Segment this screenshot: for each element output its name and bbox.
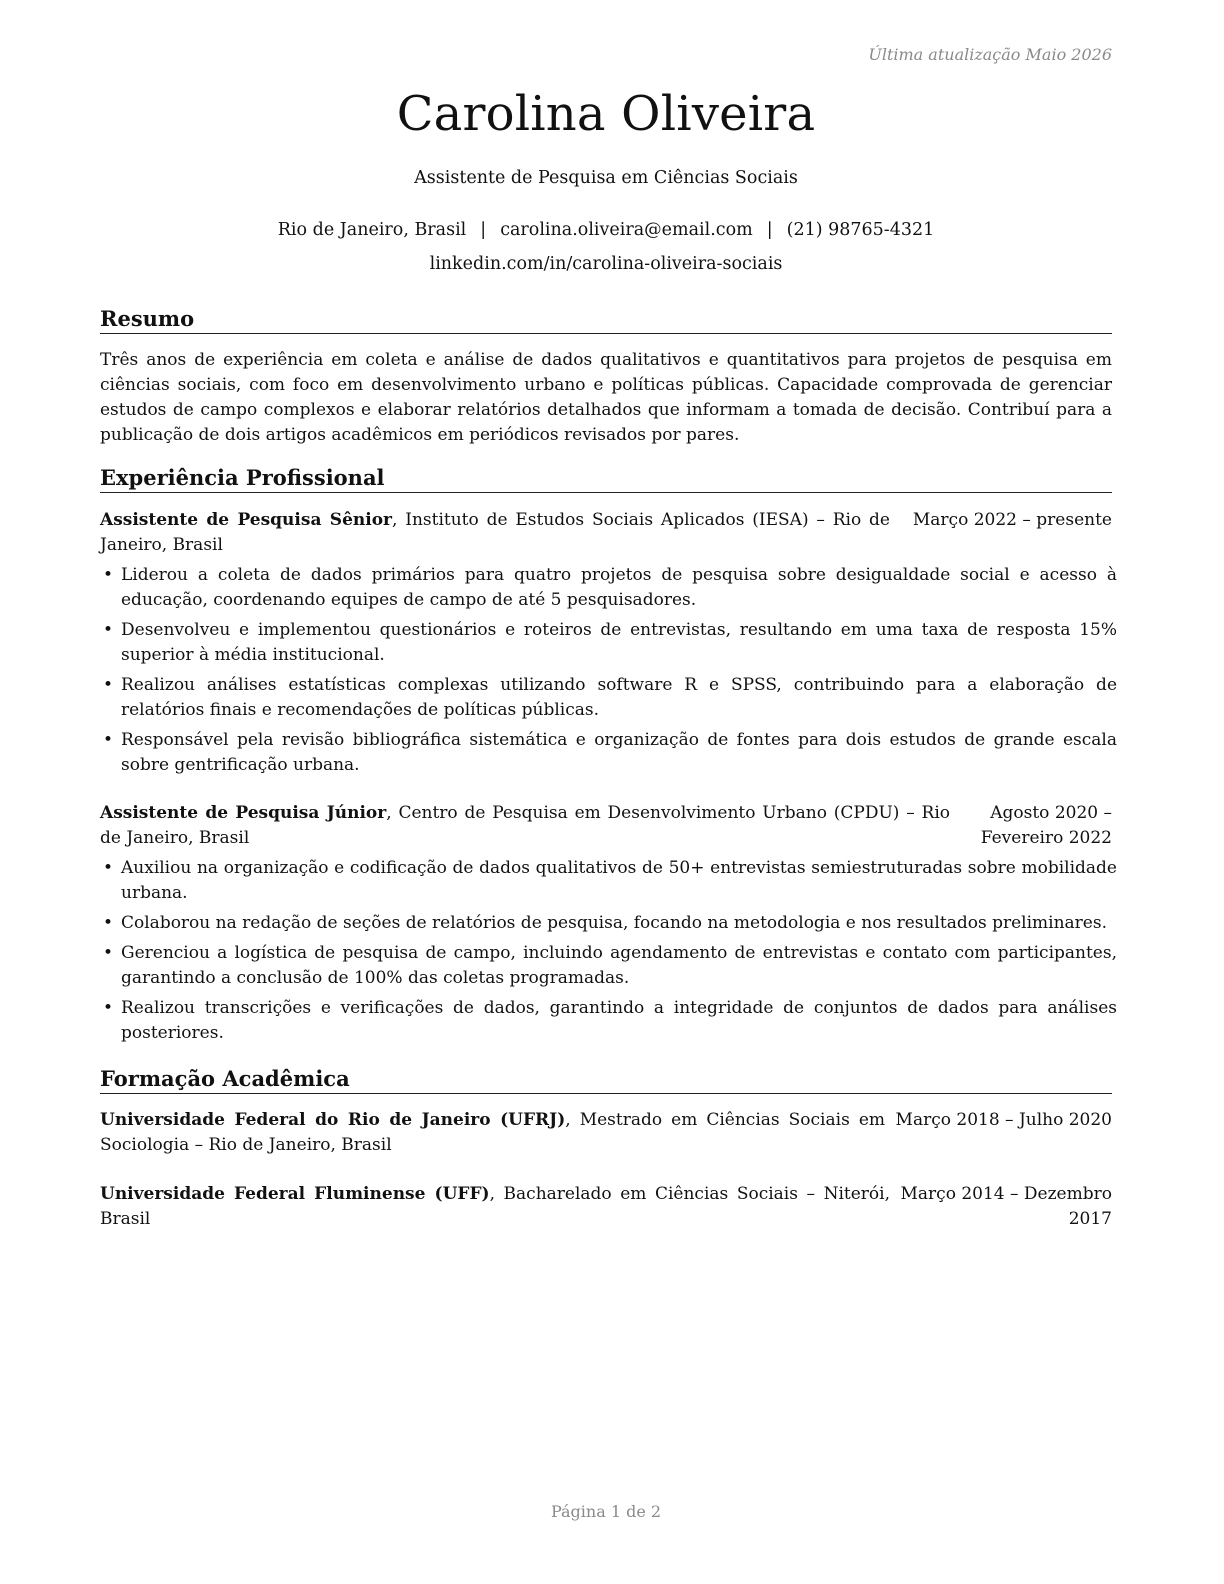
contact-location: Rio de Janeiro, Brasil xyxy=(277,220,467,240)
list-item-text: Liderou a coleta de dados primários para quatro projetos de pesquisa sobre desigualdade social e acesso à educação, coordenando equipes de campo de até 5 pesquisadores. xyxy=(121,565,1117,610)
contact-linkedin[interactable]: linkedin.com/in/carolina-oliveira-sociais xyxy=(429,254,783,274)
list-item-text: Realizou transcrições e verificações de dados, garantindo a integridade de conjuntos de dados para análises posteriores. xyxy=(121,998,1117,1043)
job-role: Assistente de Pesquisa Sênior xyxy=(100,510,393,530)
education-entry xyxy=(100,1108,1112,1158)
bullet-icon: • xyxy=(103,998,114,1018)
job-date: Março 2022 – presente xyxy=(912,510,1112,530)
list-item-text: Desenvolveu e implementou questionários e roteiros de entrevistas, resultando em uma taxa de resposta 15% superior à média institucional. xyxy=(121,620,1117,665)
list-item-text: Realizou análises estatísticas complexas utilizando software R e SPSS, contribuindo para a elaboração de relatórios finais e recomendações de políticas públicas. xyxy=(121,675,1117,720)
list-item xyxy=(100,728,1117,778)
list-item xyxy=(100,996,1117,1046)
education-description xyxy=(100,1108,885,1158)
section-title-experience: Experiência Profissional xyxy=(100,464,1112,493)
candidate-name: Carolina Oliveira xyxy=(396,86,816,142)
contact-email[interactable]: carolina.oliveira@email.com xyxy=(500,220,753,240)
job-header xyxy=(100,508,1112,558)
list-item-text: Gerenciou a logística de pesquisa de campo, incluindo agendamento de entrevistas e contato com participantes, garantindo a conclusão de 100% das coletas programadas. xyxy=(121,943,1117,988)
job-role: Assistente de Pesquisa Júnior xyxy=(100,803,387,823)
education-date: Março 2018 – Julho 2020 xyxy=(895,1110,1112,1130)
education-school: Universidade Federal do Rio de Janeiro (UFRJ) xyxy=(100,1110,566,1130)
job-organization: , Instituto de Estudos Sociais Aplicados (IESA) – Rio de Janeiro, Brasil xyxy=(100,510,890,555)
education-description xyxy=(100,1182,890,1232)
job-bullets xyxy=(100,856,1117,1051)
job-date: Agosto 2020 – Fevereiro 2022 xyxy=(980,803,1112,848)
bullet-icon: • xyxy=(103,913,114,933)
bullet-icon: • xyxy=(103,943,114,963)
list-item xyxy=(100,563,1117,613)
list-item xyxy=(100,618,1117,668)
education-entry xyxy=(100,1182,1112,1232)
list-item xyxy=(100,911,1117,936)
job-description xyxy=(100,508,890,558)
section-title-education: Formação Acadêmica xyxy=(100,1065,1112,1094)
resume-page xyxy=(100,0,1117,1584)
candidate-title: Assistente de Pesquisa em Ciências Sociais xyxy=(414,168,798,188)
job-organization: , Centro de Pesquisa em Desenvolvimento Urbano (CPDU) – Rio de Janeiro, Brasil xyxy=(100,803,950,848)
last-updated: Última atualização Maio 2026 xyxy=(868,45,1112,64)
bullet-icon: • xyxy=(103,620,114,640)
contact-phone: (21) 98765-4321 xyxy=(786,220,935,240)
job-description xyxy=(100,801,950,851)
education-date: Março 2014 – Dezembro 2017 xyxy=(900,1184,1112,1229)
page-number: Página 1 de 2 xyxy=(550,1502,662,1521)
education-detail: , Mestrado em Ciências Sociais em Sociologia – Rio de Janeiro, Brasil xyxy=(100,1110,885,1155)
job-header xyxy=(100,801,1112,851)
education-school: Universidade Federal Fluminense (UFF) xyxy=(100,1184,490,1204)
section-title-summary: Resumo xyxy=(100,305,1112,334)
list-item-text: Colaborou na redação de seções de relatórios de pesquisa, focando na metodologia e nos resultados preliminares. xyxy=(121,913,1107,933)
contact-line xyxy=(100,220,1112,240)
bullet-icon: • xyxy=(103,858,114,878)
list-item-text: Responsável pela revisão bibliográfica sistemática e organização de fontes para dois estudos de grande escala sobre gentrificação urbana. xyxy=(121,730,1117,775)
contact-separator: | xyxy=(480,220,487,240)
summary-text: Três anos de experiência em coleta e análise de dados qualitativos e quantitativos para projetos de pesquisa em ciências sociais, com foco em desenvolvimento urbano e políticas públicas. Capacidade comprovada de gerenciar estudos de campo complexos e elaborar relatórios detalhados que informam a tomada de decisão. Contribuí para a publicação de dois artigos acadêmicos em periódicos revisados por pares. xyxy=(100,350,1112,445)
bullet-icon: • xyxy=(103,565,114,585)
job-bullets xyxy=(100,563,1117,783)
contact-separator: | xyxy=(766,220,773,240)
list-item-text: Auxiliou na organização e codificação de dados qualitativos de 50+ entrevistas semiestruturadas sobre mobilidade urbana. xyxy=(121,858,1117,903)
list-item xyxy=(100,673,1117,723)
list-item xyxy=(100,856,1117,906)
bullet-icon: • xyxy=(103,675,114,695)
bullet-icon: • xyxy=(103,730,114,750)
education-detail: , Bacharelado em Ciências Sociais – Niterói, Brasil xyxy=(100,1184,890,1229)
list-item xyxy=(100,941,1117,991)
